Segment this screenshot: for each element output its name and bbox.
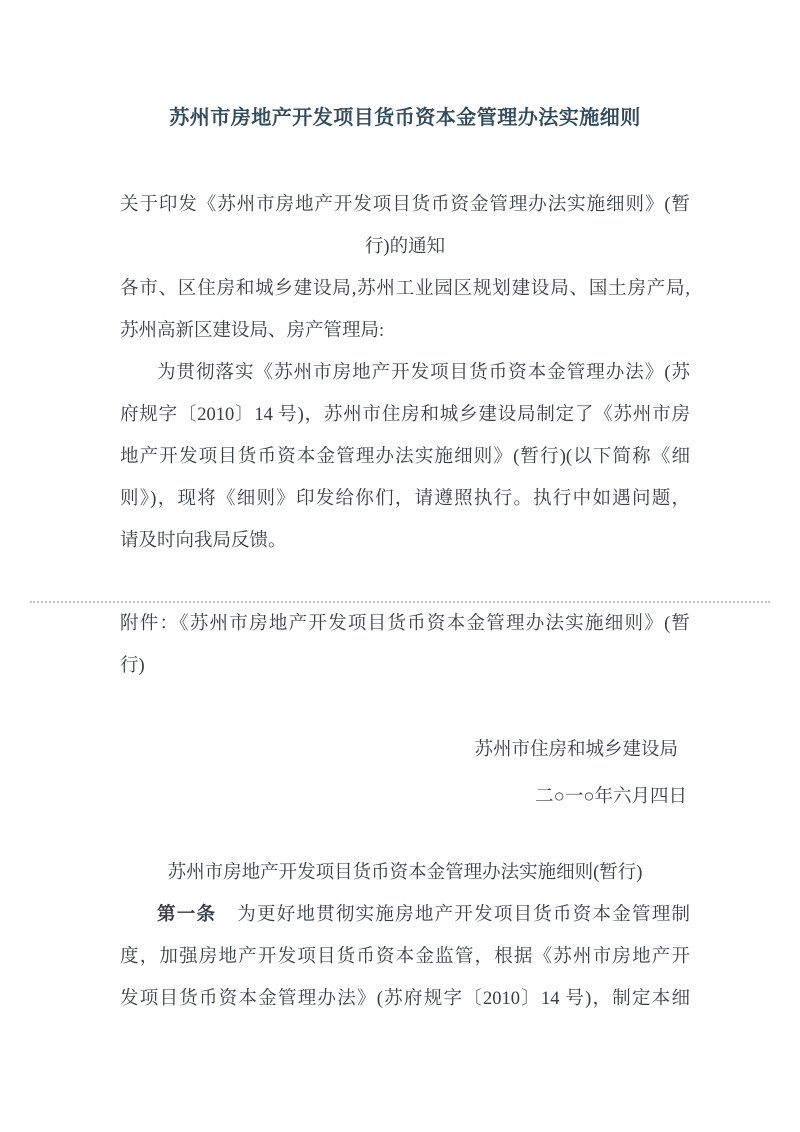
forward-line-1: 为贯彻落实《苏州市房地产开发项目货币资本金管理办法》(苏 — [157, 363, 690, 383]
attachment-line-2: 行) — [120, 656, 145, 676]
article-1-line-1 — [120, 894, 690, 936]
document-title: 苏州市房地产开发项目货币资本金管理办法实施细则 — [169, 107, 641, 129]
signature-block — [120, 729, 690, 818]
article-1-line-2: 度，加强房地产开发项目货币资本金监管，根据《苏州市房地产开 — [120, 947, 690, 967]
notice-title — [120, 184, 690, 268]
addressee-line-1: 各市、区住房和城乡建设局,苏州工业园区规划建设局、国土房产局, — [120, 279, 690, 299]
section-title: 苏州市房地产开发项目货币资本金管理办法实施细则(暂行) — [167, 863, 643, 883]
notice-title-line-2: 行)的通知 — [364, 237, 446, 257]
forward-line-3: 地产开发项目货币资本金管理办法实施细则》(暂行)(以下简称《细 — [120, 447, 690, 467]
addressee-paragraph — [120, 268, 690, 352]
article-1-line-3: 发项目货币资本金管理办法》(苏府规字〔2010〕14 号)，制定本细 — [120, 989, 690, 1009]
notice-title-line-1: 关于印发《苏州市房地产开发项目货币资金管理办法实施细则》(暂 — [120, 195, 690, 215]
signature-date: 二○一○年六月四日 — [535, 787, 687, 807]
attachment-line-1: 附件：《苏州市房地产开发项目货币资本金管理办法实施细则》(暂 — [120, 614, 690, 634]
document-content — [0, 97, 800, 1020]
attachment-paragraph — [120, 603, 690, 687]
forward-line-5: 请及时向我局反馈。 — [120, 531, 287, 551]
article-number-label: 第一条 — [157, 905, 217, 925]
article-1-text: 为更好地贯彻实施房地产开发项目货币资本金管理制 — [237, 905, 690, 925]
signature-organization: 苏州市住房和城乡建设局 — [474, 740, 678, 760]
article-1-paragraph — [120, 894, 690, 1020]
forward-line-4: 则》)，现将《细则》印发给你们，请遵照执行。执行中如遇问题， — [120, 489, 690, 509]
addressee-line-2: 苏州高新区建设局、房产管理局: — [120, 321, 385, 341]
forward-paragraph — [120, 352, 690, 562]
forward-line-2: 府规字〔2010〕14 号)，苏州市住房和城乡建设局制定了《苏州市房 — [120, 405, 690, 425]
